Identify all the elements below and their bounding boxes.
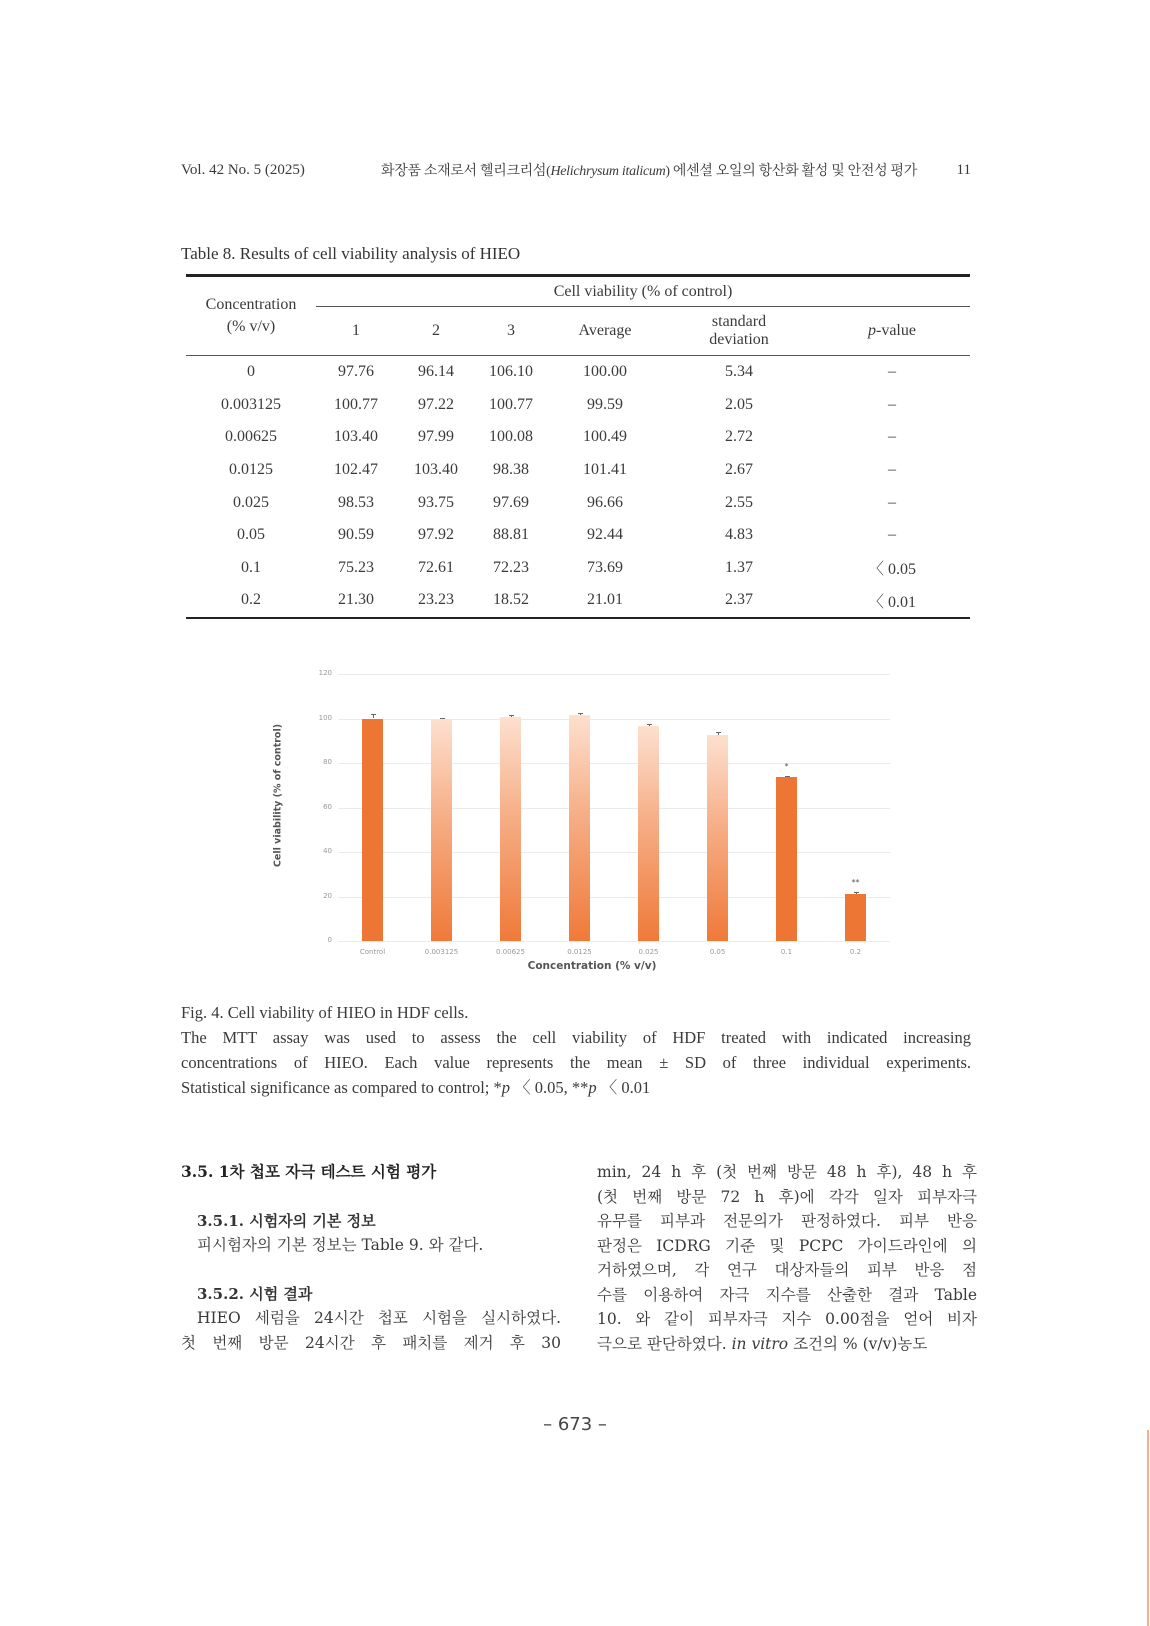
cell-r1: 98.53 [338,493,374,511]
cell-avg: 73.69 [587,558,623,576]
subsection-heading-results: 3.5.2. 시험 결과 [197,1284,313,1303]
cell-r3: 100.08 [489,428,533,446]
cell-p: – [888,363,896,381]
body-line: 판정은 ICDRG 기준 및 PCPC 가이드라인에 의 [597,1236,977,1255]
cell-sd: 1.37 [725,558,753,576]
figure-caption-title: Fig. 4. Cell viability of HIEO in HDF cells. [181,1003,469,1022]
body-line: 유무를 피부과 전문의가 판정하였다. 피부 반응 [597,1212,977,1230]
y-tick-label: 100 [318,713,332,722]
cell-p: 〈 0.05 [867,561,916,579]
subsection-heading-basic-info: 3.5.1. 시험자의 기본 정보 [197,1211,376,1230]
gridline [338,763,890,764]
significance-marker: * [784,761,789,771]
y-tick-label: 20 [323,891,332,900]
body-line: HIEO 세럼을 24시간 첩포 시험을 실시하였다. [197,1309,561,1327]
error-bar-cap [440,718,445,719]
y-tick-label: 40 [323,847,332,855]
gridline [338,719,890,720]
cell-sd: 5.34 [725,363,753,381]
cell-sd: 2.55 [725,493,753,511]
cell-r3: 98.38 [493,461,529,479]
cell-viability-bar-chart [262,660,902,990]
article-short-title: 화장품 소재로서 헬리크리섬(Helichrysum italicum) 에센셜 오일의 항산화 활성 및 안전성 평가 [381,164,917,179]
cell-r3: 100.77 [489,395,533,413]
cell-avg: 100.00 [583,363,627,381]
cell-avg: 21.01 [546,584,664,618]
header-p-value: p-value [814,307,970,356]
cell-r3: 97.69 [493,493,529,511]
cell-r3: 18.52 [476,584,546,618]
cell-r1: 75.23 [338,558,374,576]
cell-conc: 0.1 [241,558,261,576]
gridline [338,852,890,853]
body-line: (첫 번째 방문 72 h 후)에 각각 일자 피부자극 [597,1187,977,1206]
y-tick-label: 0 [327,936,332,944]
table-row [186,519,970,552]
bar-control [362,719,383,942]
header-average: Average [546,307,664,356]
cell-r3: 106.10 [489,363,533,381]
cell-p: – [888,461,896,479]
cell-sd: 4.83 [725,526,753,544]
journal-volume: Vol. 42 No. 5 (2025) [181,161,305,178]
x-tick-label: 0.003125 [424,948,459,956]
cell-avg: 100.49 [583,428,627,446]
bar-0-00625 [500,717,521,941]
cell-avg: 101.41 [583,461,627,479]
table-row [186,389,970,422]
error-bar-cap [371,714,376,715]
x-tick-label: 0.05 [709,948,726,956]
bar-0-003125 [431,719,452,941]
header-rep-1: 1 [316,307,396,356]
cell-sd: 2.37 [664,584,814,618]
cell-conc: 0.05 [237,526,265,544]
cell-r2: 103.40 [414,461,458,479]
cell-sd: 2.72 [725,428,753,446]
table-caption: Table 8. Results of cell viability analysis of HIEO [181,244,521,263]
cell-sd: 2.67 [725,461,753,479]
table-row [186,356,970,389]
table-row [186,584,970,618]
bar-0-0125 [569,715,590,941]
cell-conc: 0.2 [186,584,316,618]
body-right-column [597,1160,977,1356]
error-bar-cap [785,776,790,777]
cell-conc: 0 [247,363,255,381]
figure-caption [181,1000,971,1100]
y-tick-label: 120 [318,669,332,677]
cell-p: – [888,526,896,544]
cell-r2: 96.14 [418,363,454,381]
table-row [186,486,970,519]
cell-r2: 97.92 [418,526,454,544]
error-bar-cap [716,732,721,733]
running-head [181,160,971,180]
cell-p: – [888,395,896,413]
table-row [186,421,970,454]
scan-edge-line [1147,1430,1149,1626]
bar-0-05 [707,735,728,941]
cell-r3: 88.81 [493,526,529,544]
bar-0-025 [638,726,659,941]
table-row [186,552,970,585]
error-bar-cap [854,892,859,893]
body-line: 10. 와 같이 피부자극 지수 0.00점을 얻어 비자 [597,1310,977,1328]
cell-conc: 0.003125 [221,395,281,413]
cell-r3: 72.23 [493,558,529,576]
cell-avg: 99.59 [587,395,623,413]
cell-r2: 97.99 [418,428,454,446]
page-number: – 673 – [543,1414,607,1435]
body-left-column [181,1160,561,1355]
gridline [338,941,890,942]
cell-r2: 23.23 [396,584,476,618]
cell-r1: 103.40 [334,428,378,446]
cell-r1: 90.59 [338,526,374,544]
figure-caption-line: concentrations of HIEO. Each value represents the mean ± SD of three individual experiments. [181,1053,971,1072]
header-rep-3: 3 [476,307,546,356]
x-tick-label: 0.2 [849,948,862,956]
article-page-number: 11 [956,161,971,178]
body-line: 거하였으며, 각 연구 대상자들의 피부 반응 점 [597,1261,977,1279]
body-line: 첫 번째 방문 24시간 후 패치를 제거 후 30 [181,1333,561,1352]
y-axis-label: Cell viability (% of control) [272,723,284,868]
cell-r1: 21.30 [316,584,396,618]
subsection-text: 피시험자의 기본 정보는 Table 9. 와 같다. [197,1236,484,1254]
cell-p: 〈 0.01 [814,584,970,618]
cell-r2: 97.22 [418,395,454,413]
body-line: 수를 이용하여 자극 지수를 산출한 결과 Table [597,1285,977,1304]
cell-conc: 0.0125 [229,461,273,479]
cell-viability-table [186,274,970,619]
cell-conc: 0.025 [233,493,269,511]
gridline [338,808,890,809]
table-header-row [186,276,970,308]
x-tick-label: 0.0125 [567,948,592,956]
cell-avg: 96.66 [587,493,623,511]
table-row [186,454,970,487]
cell-r1: 97.76 [338,363,374,381]
x-tick-label: 0.00625 [496,948,525,956]
x-axis-label: Concentration (% v/v) [527,960,657,972]
figure-caption-significance: Statistical significance as compared to control; *p 〈 0.05, **p 〈 0.01 [181,1078,651,1097]
x-tick-label: 0.1 [780,948,793,956]
cell-conc: 0.00625 [225,428,277,446]
x-tick-label: Control [359,948,386,956]
figure-caption-line: The MTT assay was used to assess the cell viability of HDF treated with indicated increasing [181,1028,971,1047]
section-heading: 3.5. 1차 첩포 자극 테스트 시험 평가 [181,1162,437,1181]
body-line: min, 24 h 후 (첫 번째 방문 48 h 후), 48 h 후 [597,1163,977,1181]
header-standard-deviation: standard deviation [664,307,814,356]
cell-p: – [888,493,896,511]
error-bar-cap [509,715,514,716]
cell-p: – [888,428,896,446]
cell-r2: 93.75 [418,493,454,511]
header-cell-viability-group: Cell viability (% of control) [316,276,970,308]
cell-r1: 102.47 [334,461,378,479]
y-tick-label: 80 [323,758,332,766]
header-concentration: Concentration (% v/v) [186,276,316,356]
bar-0-1 [776,777,797,941]
body-line-last: 극으로 판단하였다. in vitro 조건의 % (v/v)농도 [597,1334,928,1353]
cell-sd: 2.05 [725,395,753,413]
error-bar-cap [647,724,652,725]
x-tick-label: 0.025 [638,948,659,956]
error-bar-cap [578,713,583,714]
gridline [338,897,890,898]
bar-0-2 [845,894,866,941]
y-tick-label: 60 [323,802,332,811]
significance-marker: ** [851,878,860,888]
gridline [338,674,890,675]
cell-r1: 100.77 [334,395,378,413]
cell-avg: 92.44 [587,526,623,544]
cell-r2: 72.61 [418,558,454,576]
header-rep-2: 2 [396,307,476,356]
